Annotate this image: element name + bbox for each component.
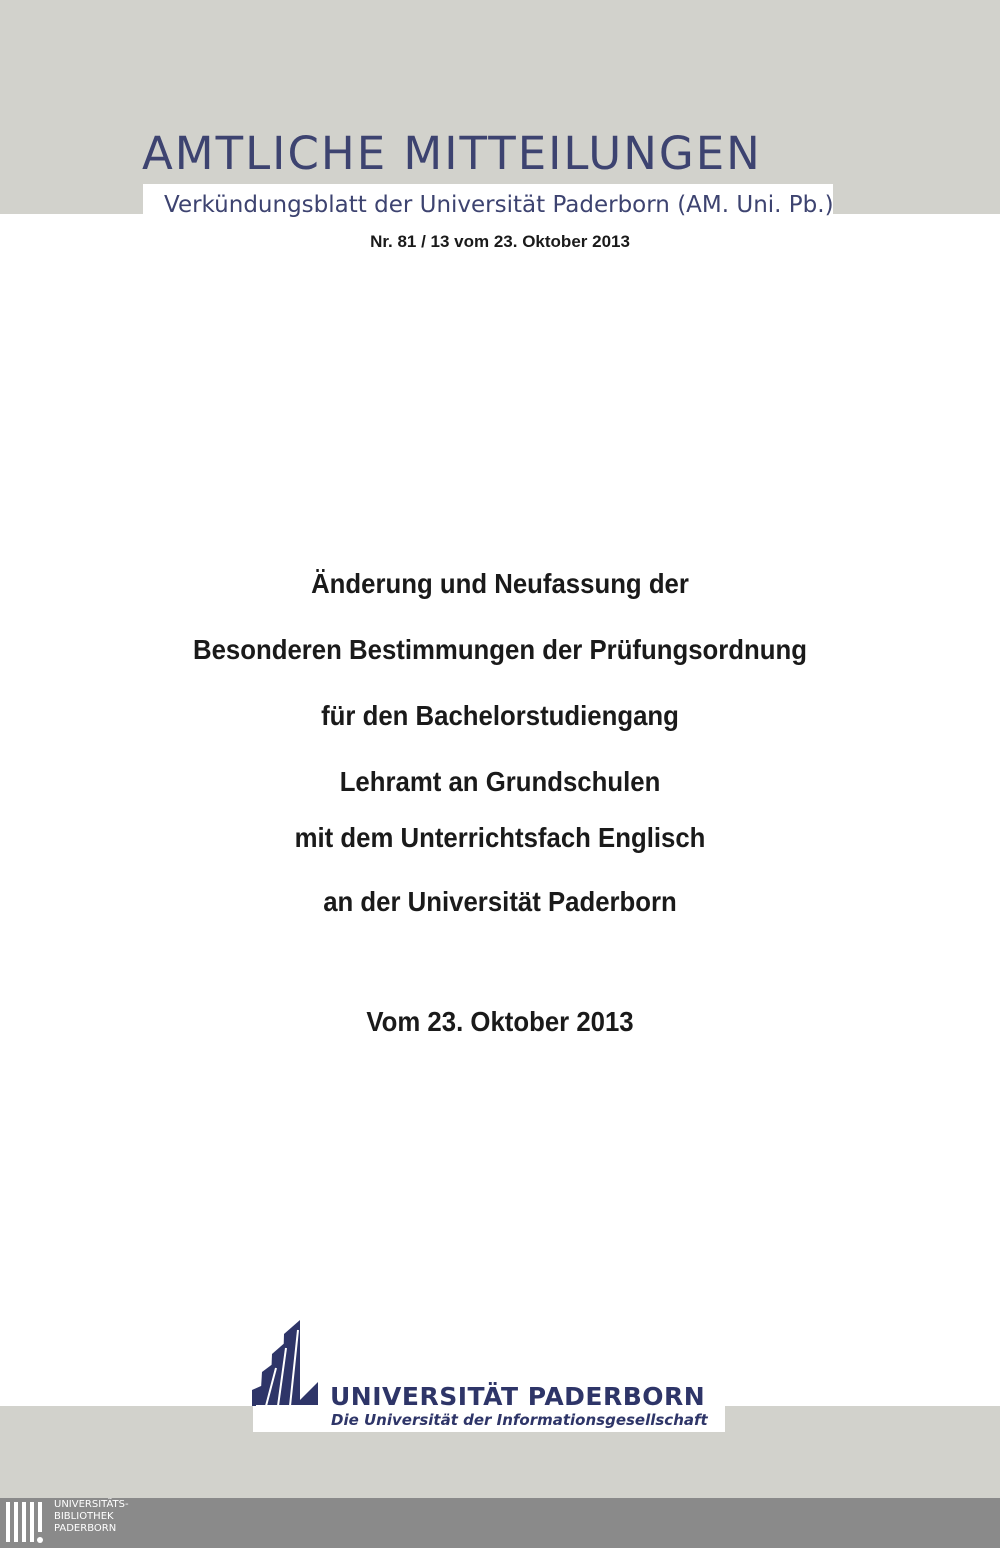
title-line: Änderung und Neufassung der [311, 568, 689, 599]
title-line: für den Bachelorstudiengang [321, 700, 679, 731]
library-name [54, 1499, 129, 1535]
library-footer-bar [0, 1498, 1000, 1548]
library-name-line: PADERBORN [54, 1523, 117, 1534]
title-line: mit dem Unterrichtsfach Englisch [294, 822, 706, 853]
library-name-line: UNIVERSITÄTS- [54, 1499, 129, 1510]
title-line: Besonderen Bestimmungen der Prüfungsordnung [192, 634, 807, 665]
university-logo-icon [252, 1320, 322, 1408]
header-band [0, 0, 1000, 214]
issue-number: Nr. 81 / 13 vom 23. Oktober 2013 [370, 232, 630, 251]
journal-subtitle: Verkündungsblatt der Universität Paderborn (AM. Uni. Pb.) [164, 192, 834, 218]
library-name-line: BIBLIOTHEK [54, 1511, 114, 1522]
title-line: an der Universität Paderborn [323, 886, 677, 917]
journal-title: AMTLICHE MITTEILUNGEN [142, 127, 762, 180]
document-date: Vom 23. Oktober 2013 [366, 1006, 634, 1037]
university-name: UNIVERSITÄT PADERBORN [330, 1382, 706, 1411]
university-tagline: Die Universität der Informationsgesellschaft [331, 1411, 708, 1429]
title-line: Lehramt an Grundschulen [339, 766, 661, 797]
library-logo-icon [6, 1500, 46, 1546]
